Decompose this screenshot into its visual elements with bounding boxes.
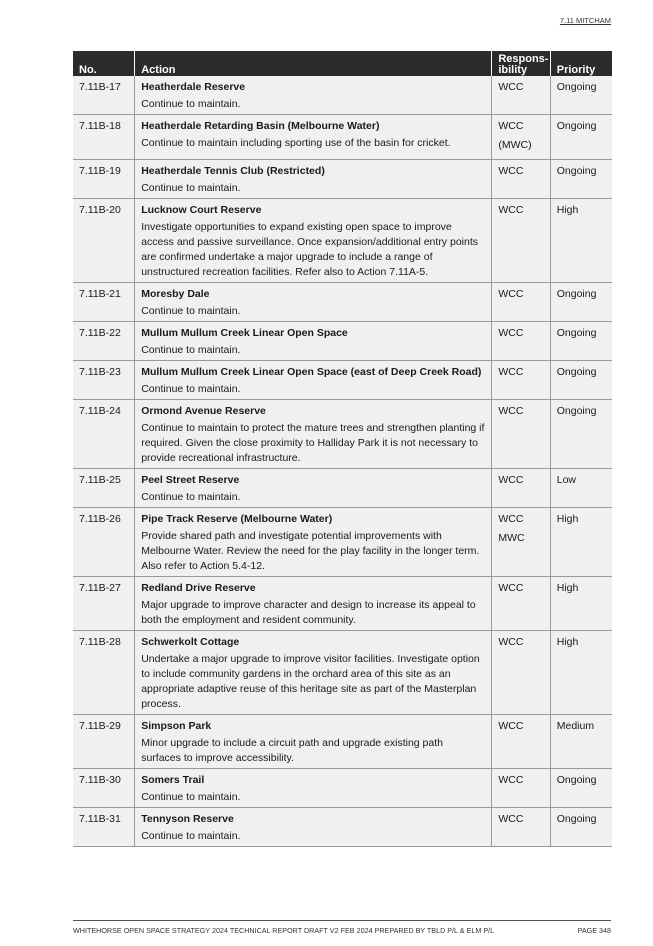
priority: High <box>550 508 612 577</box>
column-header-action: Action <box>135 51 492 76</box>
action-title: Moresby Dale <box>141 288 210 300</box>
responsibility: WCC <box>498 327 524 339</box>
action-description: Continue to maintain. <box>141 98 241 110</box>
responsibility-cell <box>492 469 550 508</box>
section-label: 7.11 MITCHAM <box>559 16 611 25</box>
responsibility: WCC <box>498 720 524 732</box>
table-row <box>73 577 612 631</box>
action-cell <box>135 469 492 508</box>
action-number: 7.11B-31 <box>73 808 135 847</box>
action-cell <box>135 199 492 283</box>
action-number: 7.11B-23 <box>73 361 135 400</box>
responsibility-cell <box>492 808 550 847</box>
responsibility-cell <box>492 769 550 808</box>
action-description: Continue to maintain to protect the mature trees and strengthen planting if required. Given the close proximity to Halliday Park it is not necessary to provide recreational infrastructure. <box>141 422 485 464</box>
responsibility-cell <box>492 199 550 283</box>
action-number: 7.11B-17 <box>73 76 135 115</box>
action-description: Provide shared path and investigate potential improvements with Melbourne Water. Review the need for the play facility in the longer term. Also refer to Action 5.4-12. <box>141 530 480 572</box>
action-cell <box>135 769 492 808</box>
responsibility-cell <box>492 577 550 631</box>
action-cell <box>135 400 492 469</box>
priority: Ongoing <box>550 361 612 400</box>
action-number: 7.11B-19 <box>73 160 135 199</box>
action-description: Investigate opportunities to expand existing open space to improve access and passive surveillance. Once expansion/additional entry points are confirmed undertake a major upgrade to include a range of unstructured recreation facilities. Refer also to Action 7.11A-5. <box>141 221 478 278</box>
table-body <box>73 76 612 847</box>
actions-table <box>73 51 612 847</box>
table-row <box>73 715 612 769</box>
priority: Ongoing <box>550 283 612 322</box>
table-row <box>73 808 612 847</box>
responsibility-cell <box>492 76 550 115</box>
responsibility: WCC <box>498 120 524 132</box>
action-cell <box>135 808 492 847</box>
priority: Ongoing <box>550 160 612 199</box>
action-number: 7.11B-28 <box>73 631 135 715</box>
responsibility-cell <box>492 115 550 160</box>
action-cell <box>135 160 492 199</box>
footer-text: WHITEHORSE OPEN SPACE STRATEGY 2024 TECHNICAL REPORT DRAFT V2 FEB 2024 PREPARED BY TBLD P/L & ELM P/L <box>73 926 495 935</box>
table-row <box>73 160 612 199</box>
action-number: 7.11B-21 <box>73 283 135 322</box>
action-number: 7.11B-18 <box>73 115 135 160</box>
column-header-no: No. <box>73 51 135 76</box>
responsibility-cell <box>492 283 550 322</box>
action-number: 7.11B-20 <box>73 199 135 283</box>
page-footer <box>73 920 611 935</box>
responsibility-cell <box>492 715 550 769</box>
action-cell <box>135 715 492 769</box>
responsibility: WCC <box>498 405 524 417</box>
priority: Medium <box>550 715 612 769</box>
priority: Ongoing <box>550 76 612 115</box>
responsibility-cell <box>492 361 550 400</box>
action-number: 7.11B-30 <box>73 769 135 808</box>
action-description: Continue to maintain. <box>141 344 241 356</box>
responsibility: WCC <box>498 774 524 786</box>
table-row <box>73 76 612 115</box>
action-description: Undertake a major upgrade to improve visitor facilities. Investigate option to include community gardens in the orchard area of this site as an appropriate adaptive reuse of this heritage site as part of the Masterplan process. <box>141 653 480 710</box>
priority: Ongoing <box>550 400 612 469</box>
responsibility: WCC <box>498 582 524 594</box>
priority: Ongoing <box>550 808 612 847</box>
action-description: Continue to maintain. <box>141 830 241 842</box>
table-row <box>73 283 612 322</box>
responsibility: WCC <box>498 636 524 648</box>
responsibility-cell <box>492 508 550 577</box>
action-description: Continue to maintain including sporting use of the basin for cricket. <box>141 137 451 149</box>
action-title: Ormond Avenue Reserve <box>141 405 266 417</box>
action-cell <box>135 322 492 361</box>
page-number: PAGE 348 <box>577 926 611 935</box>
action-cell <box>135 631 492 715</box>
action-title: Schwerkolt Cottage <box>141 636 240 648</box>
priority: High <box>550 199 612 283</box>
table-row <box>73 769 612 808</box>
responsibility-cell <box>492 160 550 199</box>
action-description: Continue to maintain. <box>141 491 241 503</box>
priority: Ongoing <box>550 322 612 361</box>
action-title: Heatherdale Reserve <box>141 81 246 93</box>
responsibility: WCC <box>498 204 524 216</box>
responsibility-cell <box>492 631 550 715</box>
priority: High <box>550 631 612 715</box>
responsibility: WCC <box>498 474 524 486</box>
priority: High <box>550 577 612 631</box>
action-title: Peel Street Reserve <box>141 474 240 486</box>
action-title: Mullum Mullum Creek Linear Open Space <box>141 327 348 339</box>
responsibility: WCC <box>498 288 524 300</box>
action-title: Lucknow Court Reserve <box>141 204 262 216</box>
responsibility-cell <box>492 322 550 361</box>
action-number: 7.11B-24 <box>73 400 135 469</box>
table-row <box>73 361 612 400</box>
action-description: Major upgrade to improve character and design to increase its appeal to both the employment and resident community. <box>141 599 476 626</box>
table-row <box>73 115 612 160</box>
action-cell <box>135 361 492 400</box>
table-header-row <box>73 51 612 76</box>
action-title: Pipe Track Reserve (Melbourne Water) <box>141 513 333 525</box>
column-header-priority: Priority <box>550 51 612 76</box>
action-cell <box>135 577 492 631</box>
table-row <box>73 469 612 508</box>
action-cell <box>135 283 492 322</box>
action-number: 7.11B-29 <box>73 715 135 769</box>
responsibility: WCC <box>498 81 524 93</box>
responsibility: WCC <box>498 366 524 378</box>
action-number: 7.11B-25 <box>73 469 135 508</box>
action-description: Continue to maintain. <box>141 305 241 317</box>
column-header-responsibility: Respons- ibility <box>492 51 550 76</box>
responsibility: (MWC) <box>498 139 532 151</box>
action-title: Heatherdale Tennis Club (Restricted) <box>141 165 325 177</box>
action-title: Heatherdale Retarding Basin (Melbourne Water) <box>141 120 380 132</box>
action-description: Minor upgrade to include a circuit path and upgrade existing path surfaces to improve accessibility. <box>141 737 443 764</box>
table-row <box>73 631 612 715</box>
action-description: Continue to maintain. <box>141 383 241 395</box>
responsibility: WCC <box>498 165 524 177</box>
action-cell <box>135 508 492 577</box>
action-cell <box>135 76 492 115</box>
action-title: Tennyson Reserve <box>141 813 234 825</box>
responsibility: WCC <box>498 813 524 825</box>
action-number: 7.11B-22 <box>73 322 135 361</box>
action-title: Somers Trail <box>141 774 205 786</box>
action-description: Continue to maintain. <box>141 791 241 803</box>
action-title: Mullum Mullum Creek Linear Open Space (east of Deep Creek Road) <box>141 366 482 378</box>
action-number: 7.11B-26 <box>73 508 135 577</box>
action-number: 7.11B-27 <box>73 577 135 631</box>
responsibility: MWC <box>498 532 525 544</box>
action-cell <box>135 115 492 160</box>
priority: Ongoing <box>550 115 612 160</box>
responsibility: WCC <box>498 513 524 525</box>
action-description: Continue to maintain. <box>141 182 241 194</box>
table-row <box>73 199 612 283</box>
responsibility-cell <box>492 400 550 469</box>
table-row <box>73 400 612 469</box>
action-title: Redland Drive Reserve <box>141 582 256 594</box>
table-row <box>73 508 612 577</box>
table-row <box>73 322 612 361</box>
action-title: Simpson Park <box>141 720 212 732</box>
priority: Low <box>550 469 612 508</box>
priority: Ongoing <box>550 769 612 808</box>
